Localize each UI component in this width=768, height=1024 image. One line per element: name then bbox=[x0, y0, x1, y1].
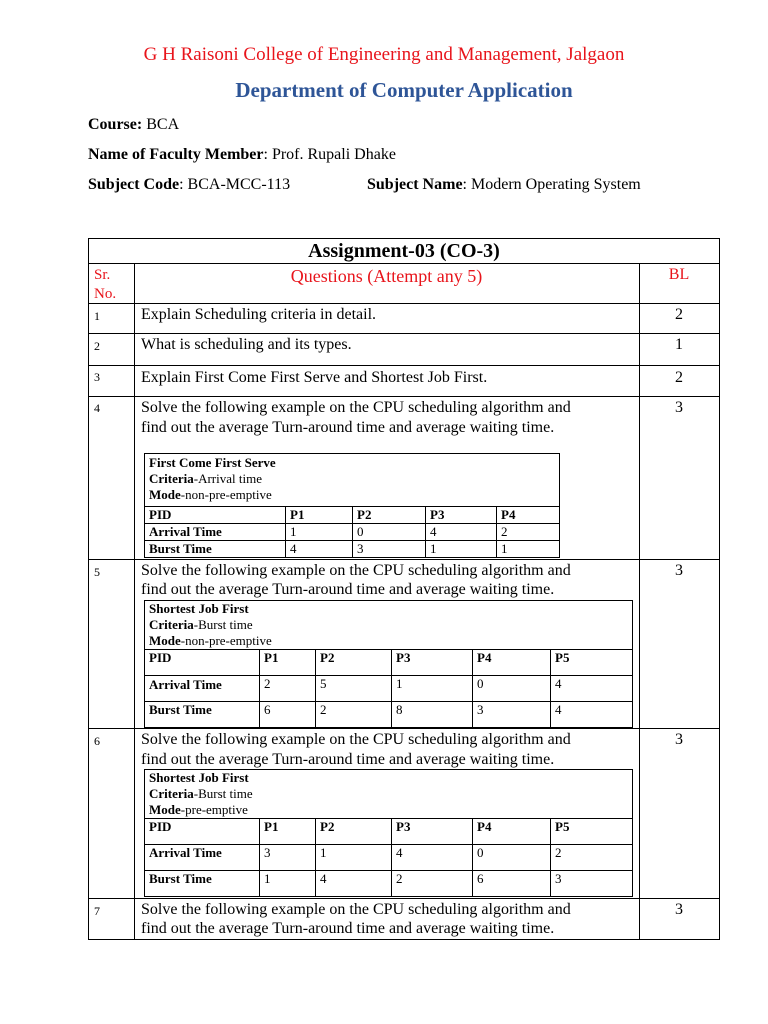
arrival-cell: 1 bbox=[286, 524, 353, 541]
sjf-p-mode bbox=[149, 802, 628, 818]
burst-cell: 8 bbox=[392, 702, 473, 728]
question-line2: find out the average Turn-around time and average waiting time. bbox=[141, 419, 555, 436]
subject-name-line bbox=[367, 176, 641, 194]
question-sr: 1 bbox=[94, 309, 100, 323]
table-row bbox=[145, 702, 633, 728]
arrival-cell: 0 bbox=[473, 845, 551, 871]
criteria-value: -Burst time bbox=[193, 617, 253, 632]
pid-header: PID bbox=[145, 650, 260, 676]
subject-code-line bbox=[88, 176, 290, 194]
burst-cell: 1 bbox=[426, 541, 497, 558]
arrival-header: Arrival Time bbox=[145, 524, 286, 541]
question-bl: 2 bbox=[675, 306, 683, 323]
arrival-cell: 0 bbox=[473, 676, 551, 702]
question-text: Explain First Come First Serve and Shortest Job First. bbox=[141, 369, 488, 386]
table-row bbox=[145, 507, 560, 524]
sjf-np-title: Shortest Job First bbox=[149, 601, 249, 616]
arrival-cell: 4 bbox=[426, 524, 497, 541]
mode-label: Mode bbox=[149, 802, 181, 817]
arrival-cell: 4 bbox=[392, 845, 473, 871]
criteria-value: -Burst time bbox=[193, 786, 253, 801]
burst-cell: 4 bbox=[316, 871, 392, 897]
proc-cell: P3 bbox=[392, 819, 473, 845]
question-line1: Solve the following example on the CPU scheduling algorithm and bbox=[141, 901, 571, 918]
sjf-p-criteria bbox=[149, 786, 628, 802]
burst-cell: 2 bbox=[316, 702, 392, 728]
burst-cell: 1 bbox=[260, 871, 316, 897]
question-bl: 3 bbox=[675, 562, 683, 579]
burst-cell: 2 bbox=[392, 871, 473, 897]
question-bl: 3 bbox=[675, 399, 683, 416]
proc-cell: P4 bbox=[473, 650, 551, 676]
fcfs-mode bbox=[149, 487, 555, 503]
college-name: G H Raisoni College of Engineering and Management, Jalgaon bbox=[143, 44, 625, 65]
question-line1: Solve the following example on the CPU scheduling algorithm and bbox=[141, 562, 571, 579]
criteria-value: -Arrival time bbox=[193, 471, 262, 486]
department-title: Department of Computer Application bbox=[235, 78, 573, 102]
burst-header: Burst Time bbox=[145, 871, 260, 897]
burst-cell: 4 bbox=[286, 541, 353, 558]
subject-name-label: Subject Name bbox=[367, 176, 463, 193]
course-line bbox=[88, 116, 179, 134]
course-value: BCA bbox=[142, 116, 180, 133]
burst-cell: 6 bbox=[260, 702, 316, 728]
arrival-cell: 2 bbox=[497, 524, 560, 541]
proc-cell: P1 bbox=[286, 507, 353, 524]
proc-cell: P1 bbox=[260, 650, 316, 676]
question-text: Explain Scheduling criteria in detail. bbox=[141, 306, 377, 323]
arrival-cell: 1 bbox=[392, 676, 473, 702]
table-row bbox=[145, 871, 633, 897]
course-label: Course: bbox=[88, 116, 143, 133]
proc-cell: P5 bbox=[551, 650, 633, 676]
sjf-p-table bbox=[144, 769, 633, 897]
fcfs-table bbox=[144, 453, 560, 558]
burst-cell: 3 bbox=[353, 541, 426, 558]
sjf-np-table bbox=[144, 600, 633, 728]
subject-code-label: Subject Code bbox=[88, 176, 180, 193]
fcfs-title: First Come First Serve bbox=[149, 455, 276, 470]
question-bl: 1 bbox=[675, 336, 683, 353]
faculty-label: Name of Faculty Member bbox=[88, 146, 264, 163]
table-row bbox=[145, 541, 560, 558]
question-sr: 7 bbox=[94, 904, 100, 918]
question-sr: 3 bbox=[94, 370, 100, 384]
question-line1: Solve the following example on the CPU scheduling algorithm and bbox=[141, 731, 571, 748]
burst-cell: 3 bbox=[551, 871, 633, 897]
burst-header: Burst Time bbox=[145, 702, 260, 728]
col-sr: Sr. bbox=[94, 267, 111, 283]
sjf-p-title: Shortest Job First bbox=[149, 770, 249, 785]
pid-header: PID bbox=[145, 507, 286, 524]
criteria-label: Criteria bbox=[149, 786, 194, 801]
question-line2: find out the average Turn-around time and average waiting time. bbox=[141, 920, 555, 937]
mode-value: -non-pre-emptive bbox=[180, 633, 272, 648]
sjf-np-mode bbox=[149, 633, 628, 649]
proc-cell: P5 bbox=[551, 819, 633, 845]
question-sr: 6 bbox=[94, 734, 100, 748]
arrival-cell: 2 bbox=[551, 845, 633, 871]
faculty-line bbox=[88, 146, 396, 164]
criteria-label: Criteria bbox=[149, 617, 194, 632]
arrival-cell: 0 bbox=[353, 524, 426, 541]
question-line2: find out the average Turn-around time and average waiting time. bbox=[141, 581, 555, 598]
burst-cell: 6 bbox=[473, 871, 551, 897]
question-bl: 3 bbox=[675, 731, 683, 748]
pid-header: PID bbox=[145, 819, 260, 845]
col-questions: Questions (Attempt any 5) bbox=[290, 266, 483, 286]
sjf-np-table-heading bbox=[145, 601, 633, 650]
table-row bbox=[145, 845, 633, 871]
sjf-np-criteria bbox=[149, 617, 628, 633]
criteria-label: Criteria bbox=[149, 471, 194, 486]
table-row bbox=[145, 819, 633, 845]
arrival-cell: 5 bbox=[316, 676, 392, 702]
subject-code-value: : BCA-MCC-113 bbox=[179, 176, 291, 193]
col-bl: BL bbox=[668, 266, 690, 283]
assignment-title: Assignment-03 (CO-3) bbox=[308, 240, 500, 262]
fcfs-table-heading bbox=[145, 454, 560, 507]
proc-cell: P1 bbox=[260, 819, 316, 845]
proc-cell: P2 bbox=[316, 819, 392, 845]
proc-cell: P3 bbox=[426, 507, 497, 524]
arrival-cell: 4 bbox=[551, 676, 633, 702]
question-text: What is scheduling and its types. bbox=[141, 336, 352, 353]
col-no: No. bbox=[94, 286, 117, 302]
proc-cell: P2 bbox=[316, 650, 392, 676]
subject-name-value: : Modern Operating System bbox=[462, 176, 641, 193]
proc-cell: P2 bbox=[353, 507, 426, 524]
proc-cell: P4 bbox=[497, 507, 560, 524]
proc-cell: P4 bbox=[473, 819, 551, 845]
burst-header: Burst Time bbox=[145, 541, 286, 558]
fcfs-criteria bbox=[149, 471, 555, 487]
proc-cell: P3 bbox=[392, 650, 473, 676]
table-row bbox=[145, 676, 633, 702]
arrival-header: Arrival Time bbox=[145, 676, 260, 702]
arrival-cell: 3 bbox=[260, 845, 316, 871]
table-row bbox=[145, 524, 560, 541]
sjf-p-table-heading bbox=[145, 770, 633, 819]
burst-cell: 3 bbox=[473, 702, 551, 728]
mode-value: -pre-emptive bbox=[180, 802, 248, 817]
question-sr: 4 bbox=[94, 401, 100, 415]
question-bl: 2 bbox=[675, 369, 683, 386]
mode-value: -non-pre-emptive bbox=[180, 487, 272, 502]
burst-cell: 1 bbox=[497, 541, 560, 558]
question-sr: 2 bbox=[94, 339, 100, 353]
mode-label: Mode bbox=[149, 487, 181, 502]
faculty-value: : Prof. Rupali Dhake bbox=[263, 146, 396, 163]
arrival-cell: 2 bbox=[260, 676, 316, 702]
burst-cell: 4 bbox=[551, 702, 633, 728]
question-bl: 3 bbox=[675, 901, 683, 918]
question-line2: find out the average Turn-around time and average waiting time. bbox=[141, 751, 555, 768]
arrival-cell: 1 bbox=[316, 845, 392, 871]
mode-label: Mode bbox=[149, 633, 181, 648]
table-row bbox=[145, 650, 633, 676]
arrival-header: Arrival Time bbox=[145, 845, 260, 871]
question-sr: 5 bbox=[94, 565, 100, 579]
question-line1: Solve the following example on the CPU scheduling algorithm and bbox=[141, 399, 571, 416]
